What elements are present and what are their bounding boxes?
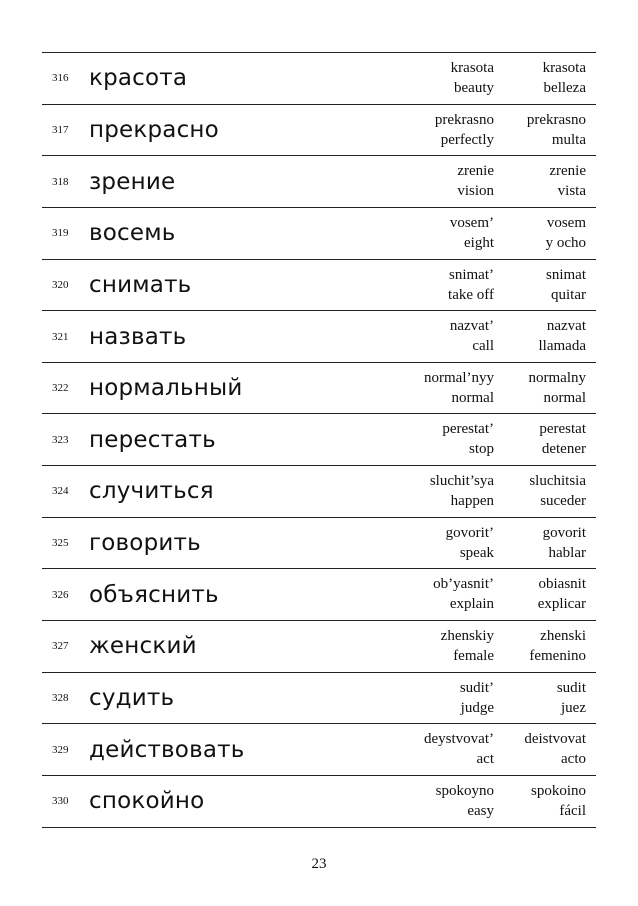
spanish-translation: hablar [548,544,586,561]
russian-word: нормальный [89,375,243,402]
transliteration-english [450,316,494,356]
spanish-translation: femenino [529,648,586,665]
transliteration-english [435,110,494,150]
entry-number: 316 [52,72,69,85]
russian-word: красота [89,65,188,92]
transliteration-spanish [557,678,586,718]
entry-number: 317 [52,123,69,136]
table-row [42,363,596,415]
english-translation: act [476,751,494,768]
alt-transliteration: obiasnit [538,576,586,593]
spanish-translation: belleza [543,80,586,96]
table-row [42,673,596,725]
english-translation: eight [464,234,494,251]
english-translation: happen [450,493,494,510]
table-row [42,466,596,518]
spanish-translation: explicar [537,596,586,613]
transliteration: vosem’ [449,214,494,231]
russian-word: случиться [89,478,214,505]
alt-transliteration: perestat [539,421,586,438]
transliteration-english [424,729,494,769]
transliteration-english [446,523,494,563]
transliteration-spanish [524,729,586,769]
entry-number: 323 [52,433,69,446]
entry-number: 321 [52,330,69,343]
spanish-translation: acto [561,751,586,768]
russian-word: судить [89,685,175,711]
transliteration: deystvovat’ [424,731,494,748]
russian-word: прекрасно [89,116,219,143]
page-number: 23 [311,856,327,872]
transliteration-spanish [529,471,586,511]
russian-word: объяснить [89,581,219,608]
english-translation: take off [448,286,494,303]
transliteration-english [450,213,494,253]
alt-transliteration: snimat [546,266,586,283]
spanish-translation: detener [541,441,586,458]
spanish-translation: multa [551,131,586,148]
alt-transliteration: zhenski [540,628,586,645]
alt-transliteration: nazvat [546,318,586,335]
english-translation: perfectly [440,131,494,148]
russian-word: действовать [89,736,245,763]
table-row [42,105,596,157]
spanish-translation: llamada [538,338,586,355]
entry-number: 318 [52,175,69,188]
spanish-translation: fácil [559,802,586,819]
english-translation: judge [460,699,494,716]
alt-transliteration: vosem [546,214,586,231]
entry-number: 319 [52,227,69,240]
spanish-translation: y ocho [545,234,586,251]
english-translation: vision [457,183,494,200]
transliteration: zhenskiy [440,628,494,645]
english-translation: normal [451,389,494,406]
english-translation: speak [459,544,494,561]
spanish-translation: suceder [540,493,586,510]
russian-word: зрение [89,168,176,195]
alt-transliteration: zrenie [549,163,586,180]
transliteration-english [424,368,494,408]
transliteration-spanish [529,368,587,408]
transliteration-spanish [531,781,586,821]
spanish-translation: vista [557,183,586,200]
transliteration-spanish [527,110,586,150]
table-row [42,776,596,828]
entry-number: 324 [52,485,69,498]
transliteration-english [430,471,494,511]
transliteration-english [441,626,494,666]
alt-transliteration: krasota [542,60,586,76]
transliteration: ob’yasnit’ [433,576,494,593]
transliteration: sudit’ [459,679,494,696]
english-translation: easy [467,802,494,819]
russian-word: снимать [89,271,192,298]
transliteration-spanish [543,523,586,563]
table-row [42,208,596,260]
russian-word: восемь [89,220,176,247]
russian-word: спокойно [89,788,205,815]
transliteration-spanish [539,316,586,356]
spanish-translation: normal [543,389,586,406]
transliteration-english [457,161,494,201]
entry-number: 329 [52,743,69,756]
transliteration: prekrasno [434,111,494,128]
entry-number: 325 [52,537,69,550]
entry-number: 320 [52,278,69,291]
transliteration-spanish [546,213,586,253]
entry-number: 328 [52,692,69,704]
transliteration: sluchit’sya [429,473,494,490]
table-row [42,414,596,466]
english-translation: stop [468,441,494,458]
transliteration-spanish [539,419,586,459]
transliteration-spanish [538,574,586,614]
english-translation: explain [449,596,494,613]
transliteration-english [448,265,494,305]
transliteration-spanish [549,161,586,201]
transliteration: perestat’ [442,421,494,438]
alt-transliteration: govorit [542,524,586,541]
table-row [42,518,596,570]
transliteration-english [451,58,494,98]
english-translation: call [472,338,494,355]
transliteration: krasota [450,60,494,76]
transliteration: normal’nyy [424,369,494,386]
table-row [42,53,596,105]
english-translation: beauty [454,80,494,96]
russian-word: женский [89,633,197,660]
russian-word: говорить [89,530,201,557]
transliteration-english [433,574,494,614]
table-row [42,724,596,776]
entry-number: 326 [52,588,69,601]
spanish-translation: quitar [551,286,586,303]
entry-number: 330 [52,795,69,808]
alt-transliteration: prekrasno [526,111,586,128]
transliteration-spanish [529,626,586,666]
table-row [42,621,596,673]
alt-transliteration: sudit [556,679,586,696]
transliteration-spanish [546,265,586,305]
transliteration-english [460,678,494,718]
entry-number: 322 [52,382,69,395]
transliteration: snimat’ [449,266,494,283]
alt-transliteration: deistvovat [524,731,586,748]
transliteration: nazvat’ [449,318,494,335]
alt-transliteration: normalny [528,369,586,386]
alt-transliteration: sluchitsia [529,473,586,490]
alt-transliteration: spokoino [530,782,586,799]
table-row [42,311,596,363]
entry-number: 327 [52,640,69,653]
table-row [42,156,596,208]
table-row [42,569,596,621]
spanish-translation: juez [561,699,586,716]
transliteration: govorit’ [445,524,494,541]
vocabulary-table [42,52,596,828]
transliteration: spokoyno [435,782,494,799]
transliteration-english [442,419,494,459]
english-translation: female [453,648,494,665]
transliteration-spanish [543,58,586,98]
table-row [42,260,596,312]
transliteration: zrenie [457,163,494,180]
russian-word: перестать [89,426,216,453]
transliteration-english [436,781,494,821]
russian-word: назвать [89,323,187,350]
